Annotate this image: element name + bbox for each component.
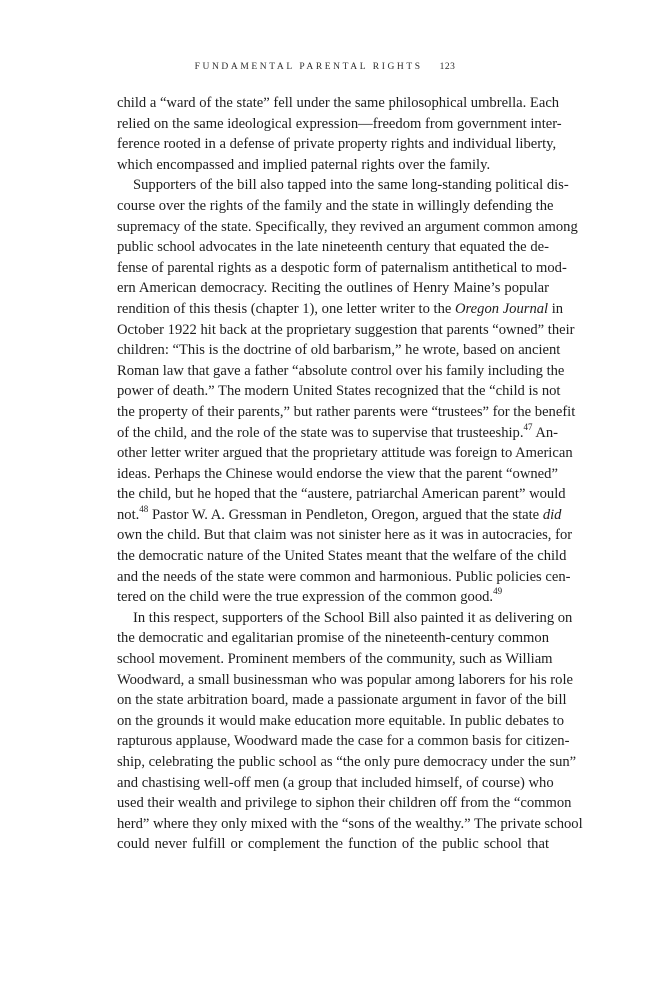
- text-line: [117, 628, 549, 649]
- page-number: 123: [439, 62, 456, 72]
- footnote-ref: 47: [523, 421, 533, 432]
- text-run: An-: [532, 424, 559, 441]
- text-run: the democratic nature of the United States meant that the welfare of the child: [117, 548, 567, 565]
- text-run: the democratic and egalitarian promise of the nineteenth-century common: [117, 630, 549, 647]
- running-head-title: FUNDAMENTAL PARENTAL RIGHTS: [194, 62, 423, 72]
- text-run: not.: [117, 506, 140, 523]
- text-run: used their wealth and privilege to siphon their children off from the “common: [117, 795, 572, 812]
- text-line: [117, 731, 570, 752]
- italic-text: did: [542, 506, 562, 523]
- text-run: October 1922 hit back at the proprietary suggestion that parents “owned” their: [117, 321, 575, 338]
- text-run: course over the rights of the family and the state in willingly defending the: [117, 197, 554, 214]
- text-run: child a “ward of the state” fell under the same philosophical umbrella. Each: [117, 95, 560, 111]
- text-run: public school advocates in the late nineteenth century that equated the de-: [117, 239, 549, 256]
- text-run: other letter writer argued that the proprietary attitude was foreign to American: [117, 445, 573, 462]
- text-line: [117, 484, 566, 505]
- text-run: ference rooted in a defense of private property rights and individual liberty,: [117, 136, 557, 153]
- text-line: [117, 690, 567, 711]
- text-line: [117, 443, 573, 464]
- italic-text: Oregon Journal: [455, 300, 549, 317]
- text-line: [117, 114, 562, 135]
- text-line: [117, 711, 565, 732]
- text-run: In this respect, supporters of the School Bill also painted it as delivering on: [133, 609, 573, 626]
- text-run: Pastor W. A. Gressman in Pendleton, Oregon, argued that the state: [148, 506, 543, 523]
- text-line: [117, 793, 572, 814]
- text-line: [117, 93, 560, 114]
- text-run: and the needs of the state were common and harmonious. Public policies cen-: [117, 568, 571, 585]
- text-run: rendition of this thesis (chapter 1), one letter writer to the: [117, 300, 455, 317]
- text-line: [117, 278, 549, 299]
- text-run: could never fulfill or complement the function of the public school that: [117, 836, 549, 853]
- text-line: [117, 381, 561, 402]
- text-line: [117, 464, 558, 485]
- text-line: [117, 525, 573, 546]
- text-line: [117, 608, 573, 629]
- text-line: [117, 402, 576, 423]
- text-line: [117, 340, 561, 361]
- text-run: relied on the same ideological expression—freedom from government inter-: [117, 115, 562, 132]
- text-line: [117, 299, 564, 320]
- text-run: fense of parental rights as a despotic form of paternalism antithetical to mod-: [117, 259, 567, 276]
- text-run: which encompassed and implied paternal rights over the family.: [117, 156, 491, 173]
- text-line: [117, 175, 569, 196]
- text-run: ship, celebrating the public school as “the only pure democracy under the sun”: [117, 754, 577, 770]
- text-run: in: [548, 300, 564, 317]
- text-line: [117, 567, 571, 588]
- text-run: children: “This is the doctrine of old barbarism,” he wrote, based on ancient: [117, 342, 561, 359]
- text-line: [117, 649, 553, 670]
- text-run: own the child. But that claim was not sinister here as it was in autocracies, for: [117, 527, 573, 544]
- footnote-ref: 49: [493, 586, 503, 597]
- text-line: [117, 134, 557, 155]
- text-line: [117, 196, 554, 217]
- text-run: school movement. Prominent members of the community, such as William: [117, 651, 553, 668]
- text-run: supremacy of the state. Specifically, they revived an argument common among: [117, 218, 578, 235]
- text-line: [117, 217, 578, 238]
- text-line: [117, 155, 549, 176]
- body-text: [117, 93, 583, 855]
- text-run: and chastising well-off men (a group that included himself, of course) who: [117, 774, 554, 791]
- text-line: [117, 237, 549, 258]
- text-line: [117, 421, 559, 444]
- footnote-ref: 48: [139, 504, 149, 515]
- text-run: Roman law that gave a father “absolute control over his family including the: [117, 362, 565, 379]
- text-run: on the grounds it would make education more equitable. In public debates to: [117, 712, 565, 729]
- text-run: herd” where they only mixed with the “sons of the wealthy.” The private school: [117, 815, 583, 832]
- text-line: [117, 752, 577, 773]
- text-run: the property of their parents,” but rather parents were “trustees” for the benefit: [117, 403, 576, 420]
- text-line: [117, 814, 583, 835]
- text-run: power of death.” The modern United States recognized that the “child is not: [117, 383, 561, 400]
- text-line: [117, 546, 567, 567]
- text-run: rapturous applause, Woodward made the case for a common basis for citizen-: [117, 733, 570, 750]
- text-run: on the state arbitration board, made a passionate argument in favor of the bill: [117, 692, 567, 709]
- text-run: ideas. Perhaps the Chinese would endorse the view that the parent “owned”: [117, 465, 558, 482]
- text-line: [117, 258, 567, 279]
- text-run: ern American democracy. Reciting the outlines of Henry Maine’s popular: [117, 280, 549, 297]
- text-line: [117, 670, 573, 691]
- text-line: [117, 320, 575, 341]
- text-line: [117, 773, 554, 794]
- text-run: Woodward, a small businessman who was popular among laborers for his role: [117, 671, 573, 688]
- text-line: [117, 834, 549, 855]
- text-run: the child, but he hoped that the “austere, patriarchal American parent” would: [117, 486, 566, 503]
- text-run: tered on the child were the true expression of the common good.: [117, 589, 494, 606]
- text-line: [117, 504, 562, 526]
- text-line: [117, 587, 549, 608]
- running-head: [0, 62, 650, 72]
- text-run: of the child, and the role of the state was to supervise that trusteeship.: [117, 424, 524, 441]
- text-run: Supporters of the bill also tapped into the same long-standing political dis-: [133, 177, 569, 194]
- text-line: [117, 361, 565, 382]
